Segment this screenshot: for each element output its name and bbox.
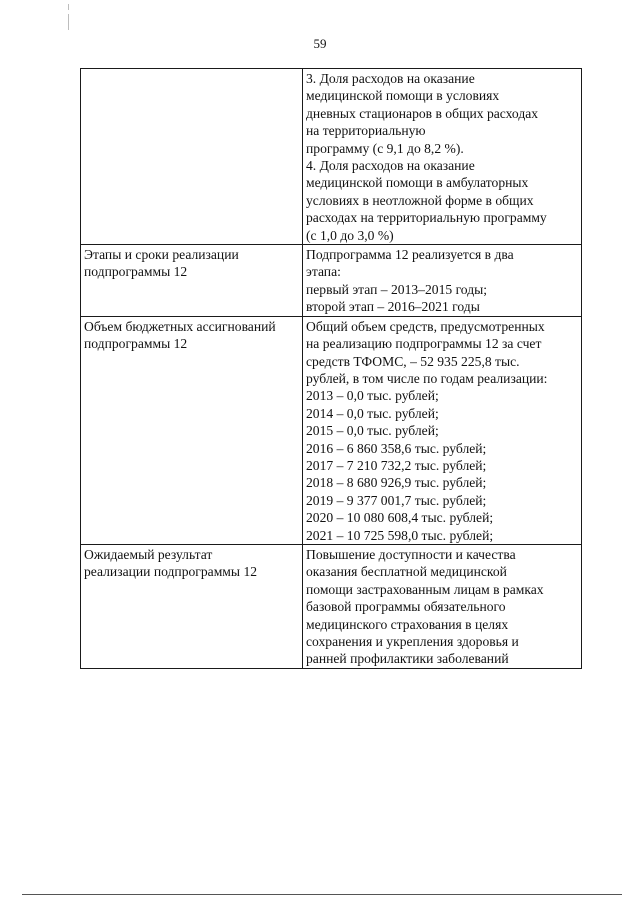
table-row — [81, 544, 582, 668]
content-line: ранней профилактики заболеваний — [306, 651, 509, 667]
content-line: первый этап – 2013–2015 годы; — [306, 281, 488, 297]
row-content-cell — [303, 316, 582, 544]
scan-edge-mark — [68, 14, 69, 30]
content-line: 2015 – 0,0 тыс. рублей; — [306, 423, 439, 439]
label-line: Этапы и сроки реализации — [84, 247, 239, 263]
content-line: Общий объем средств, предусмотренных — [306, 318, 545, 334]
row-content-cell — [303, 245, 582, 317]
content-line: программу (с 9,1 до 8,2 %). — [306, 140, 464, 156]
content-line: 2017 – 7 210 732,2 тыс. рублей; — [306, 457, 487, 473]
label-line: Ожидаемый результат — [84, 546, 213, 562]
content-line: 2013 – 0,0 тыс. рублей; — [306, 388, 439, 404]
content-line: на реализацию подпрограммы 12 за счет — [306, 336, 542, 352]
table-row — [81, 69, 582, 245]
content-line: 2014 – 0,0 тыс. рублей; — [306, 405, 439, 421]
row-label-cell — [81, 544, 303, 668]
content-line: этапа: — [306, 264, 341, 280]
label-line: подпрограммы 12 — [84, 336, 188, 352]
content-line: Подпрограмма 12 реализуется в два — [306, 247, 514, 263]
page-number: 59 — [313, 36, 327, 51]
subprogram-passport-table — [80, 68, 582, 669]
content-line: дневных стационаров в общих расходах — [306, 105, 539, 121]
label-line: подпрограммы 12 — [84, 264, 188, 280]
content-line: медицинской помощи в условиях — [306, 88, 500, 104]
content-line: помощи застрахованным лицам в рамках — [306, 581, 544, 597]
row-label-cell — [81, 69, 303, 245]
row-content-cell — [303, 544, 582, 668]
content-line: сохранения и укрепления здоровья и — [306, 634, 519, 649]
content-line: медицинской помощи в амбулаторных — [306, 175, 529, 191]
content-line: 2018 – 8 680 926,9 тыс. рублей; — [306, 475, 487, 491]
content-line: 3. Доля расходов на оказание — [306, 71, 475, 86]
content-line: 2021 – 10 725 598,0 тыс. рублей; — [306, 527, 494, 543]
content-line: медицинского страхования в целях — [306, 616, 509, 632]
content-line: средств ТФОМС, – 52 935 225,8 тыс. — [306, 353, 520, 369]
label-line: Объем бюджетных ассигнований — [84, 318, 276, 334]
content-line: Повышение доступности и качества — [306, 546, 516, 562]
content-line: (с 1,0 до 3,0 %) — [306, 227, 394, 243]
content-line: условиях в неотложной форме в общих — [306, 192, 534, 208]
content-line: рублей, в том числе по годам реализации: — [306, 370, 548, 386]
scan-edge-mark — [68, 4, 69, 10]
table-row — [81, 316, 582, 544]
bottom-rule — [22, 894, 622, 895]
content-line: базовой программы обязательного — [306, 599, 506, 615]
row-content-cell — [303, 69, 582, 245]
content-line: 4. Доля расходов на оказание — [306, 158, 475, 174]
content-line: 2016 – 6 860 358,6 тыс. рублей; — [306, 440, 487, 456]
content-line: оказания бесплатной медицинской — [306, 564, 507, 580]
table-body — [81, 69, 582, 669]
content-line: на территориальную — [306, 123, 426, 139]
content-line: второй этап – 2016–2021 годы — [306, 299, 480, 315]
label-line: реализации подпрограммы 12 — [84, 564, 258, 580]
content-line: 2020 – 10 080 608,4 тыс. рублей; — [306, 510, 494, 526]
content-line: расходах на территориальную программу — [306, 210, 547, 226]
content-line: 2019 – 9 377 001,7 тыс. рублей; — [306, 492, 487, 508]
row-label-cell — [81, 316, 303, 544]
row-label-cell — [81, 245, 303, 317]
table-row — [81, 245, 582, 317]
